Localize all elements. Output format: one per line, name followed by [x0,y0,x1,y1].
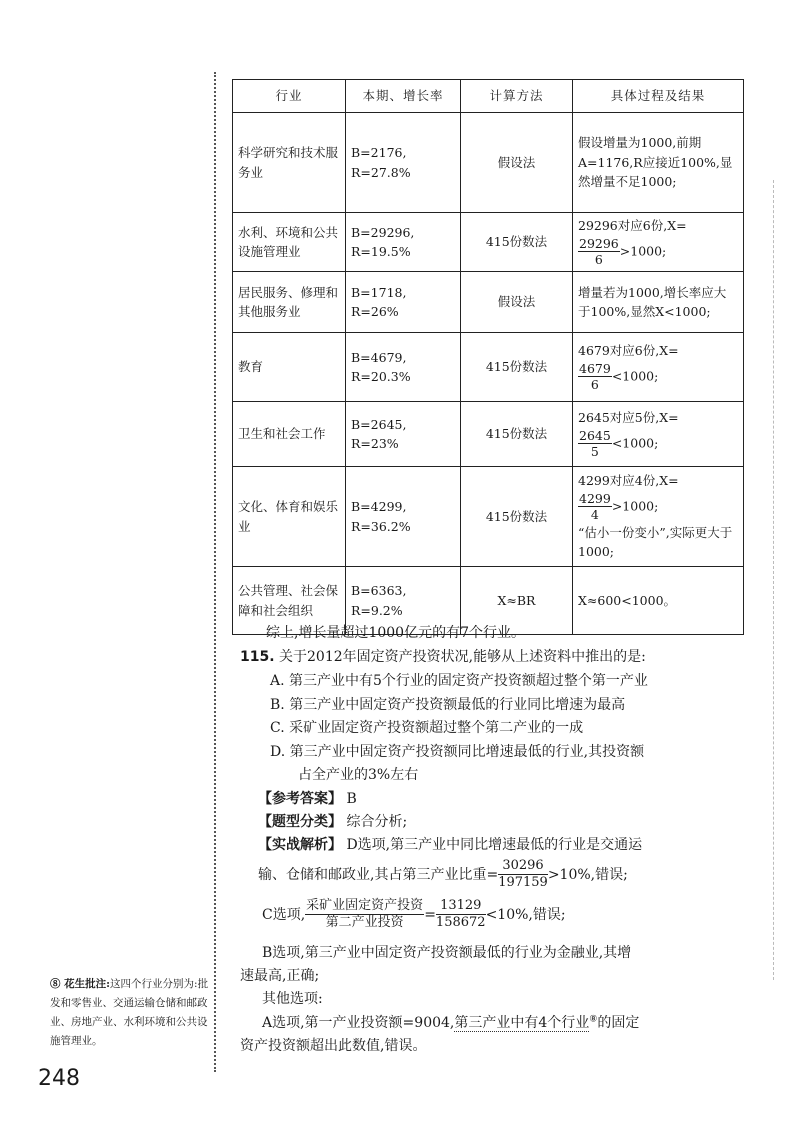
answer-label: 【参考答案】 [258,791,342,807]
c-head: C选项, [262,906,306,923]
note-text: 这四个行业分别为:批发和零售业、交通运输仓储和邮政业、房地产业、水利环境和公共设施管理业。 [50,978,209,1047]
table-row [233,333,744,402]
c-numerator: 13129 [436,898,486,915]
a-tail: 的固定 [597,1015,640,1031]
c-result: <10%,错误; [485,906,566,923]
analysis-line1 [258,834,642,854]
margin-note [50,975,210,1051]
fraction-numerator: 4299 [579,490,611,506]
industry-cell: 公共管理、社会保障和社会组织 [233,567,346,635]
d-numerator: 30296 [498,858,548,875]
analysis-others: 其他选项: [262,991,323,1007]
c-fraction-number [436,898,486,932]
method-cell: 415份数法 [461,402,573,467]
note-title: ⑧ 花生批注: [50,978,111,990]
analysis-line2 [258,858,628,892]
table-row [233,467,744,567]
industry-table [232,79,744,635]
left-dotted-rule [214,72,222,1072]
fraction-denominator: 6 [594,252,603,268]
industry-cell: 居民服务、修理和其他服务业 [233,272,346,333]
base-rate-cell [346,333,461,402]
detail-cell: 假设增量为1000,前期A=1176,R应接近100%,显然增量不足1000; [573,113,744,213]
base-rate-cell [346,402,461,467]
industry-cell: 卫生和社会工作 [233,402,346,467]
option-b: B. 第三产业中固定资产投资额最低的行业同比增速为最高 [270,697,626,713]
type-value: 综合分析; [346,814,408,830]
fraction-numerator: 29296 [579,235,619,251]
answer-line [258,788,357,808]
table-row [233,113,744,213]
detail-result: >1000; [619,243,667,259]
method-cell: 假设法 [461,272,573,333]
analysis-d-text: D选项,第三产业中同比增速最低的行业是交通运 [346,837,643,853]
header-base-rate: 本期、增长率 [346,80,461,113]
method-cell: X≈BR [461,567,573,635]
detail-text: 2645对应5份,X= [578,410,679,426]
d-fraction [498,858,548,892]
fraction [578,236,620,268]
type-label: 【题型分类】 [258,814,342,830]
detail-result: <1000; [611,435,659,451]
fraction-numerator: 2645 [579,427,611,443]
fraction [578,361,612,393]
detail-note: “估小一份变小”,实际更大于1000; [578,524,733,560]
method-cell: 假设法 [461,113,573,213]
question-115 [240,646,646,666]
growth-rate: R=27.8% [351,164,411,180]
detail-cell [573,402,744,467]
question-number: 115. [240,649,275,665]
industry-cell: 教育 [233,333,346,402]
page-number: 248 [38,1066,80,1091]
option-d-line2: 占全产业的3%左右 [298,767,419,783]
header-method: 计算方法 [461,80,573,113]
method-cell: 415份数法 [461,333,573,402]
fraction [578,428,612,460]
base-rate-cell [346,272,461,333]
c-equals: = [424,906,436,923]
fraction [578,491,612,523]
fraction-numerator: 4679 [579,360,611,376]
fraction-denominator: 5 [590,444,599,460]
analysis-b-line2: 速最高,正确; [240,968,320,984]
base-rate-cell [346,467,461,567]
detail-cell: 增量若为1000,增长率应大于100%,显然X<1000; [573,272,744,333]
detail-cell [573,333,744,402]
fraction-denominator: 4 [590,507,599,523]
fraction-denominator: 6 [590,377,599,393]
footnote-marker: ⑧ [589,1014,598,1025]
d-denominator: 197159 [498,875,548,891]
base-rate-cell [346,213,461,272]
detail-cell: X≈600<1000。 [573,567,744,635]
option-c: C. 采矿业固定资产投资额超过整个第二产业的一成 [270,720,584,736]
analysis-a-line1 [262,1012,639,1032]
type-line [258,811,407,831]
industry-cell: 文化、体育和娱乐业 [233,467,346,567]
table-header-row [233,80,744,113]
summary-line: 综上,增长量超过1000亿元的有7个行业。 [266,625,525,641]
base-value: B=4679, [351,349,407,365]
base-value: B=4299, [351,499,407,515]
detail-text: 4679对应6份,X= [578,343,679,359]
analysis-b-line1: B选项,第三产业中固定资产投资额最低的行业为金融业,其增 [262,945,632,961]
growth-rate: R=23% [351,436,399,451]
growth-rate: R=36.2% [351,518,411,534]
analysis-c-line [262,898,566,932]
c-numerator-text: 采矿业固定资产投资 [305,898,424,915]
option-d-line1: D. 第三产业中固定资产投资额同比增速最低的行业,其投资额 [270,744,645,760]
method-cell: 415份数法 [461,213,573,272]
table-row [233,402,744,467]
detail-cell [573,213,744,272]
option-a: A. 第三产业中有5个行业的固定资产投资额超过整个第一产业 [270,673,648,689]
question-stem: 关于2012年固定资产投资状况,能够从上述资料中推出的是: [279,649,646,665]
detail-cell [573,467,744,567]
base-value: B=2645, [351,416,407,432]
growth-rate: R=19.5% [351,244,411,259]
answer-value: B [346,791,357,807]
growth-rate: R=20.3% [351,369,411,384]
growth-rate: R=26% [351,304,399,319]
industry-cell: 科学研究和技术服务业 [233,113,346,213]
c-denominator: 158672 [435,915,486,931]
detail-result: <1000; [611,368,659,384]
base-value: B=6363, [351,583,407,599]
base-value: B=2176, [351,145,407,161]
industry-cell: 水利、环境和公共设施管理业 [233,213,346,272]
detail-result: >1000; [611,498,659,514]
header-industry: 行业 [233,80,346,113]
right-dashed-rule [773,180,774,980]
growth-rate: R=9.2% [351,602,403,618]
header-detail: 具体过程及结果 [573,80,744,113]
table-row [233,272,744,333]
d-result: >10%,错误; [547,866,628,883]
base-value: B=29296, [351,224,415,240]
analysis-a-line2: 资产投资额超出此数值,错误。 [240,1038,427,1054]
c-fraction-text [305,898,424,932]
table-row [233,213,744,272]
analysis-d-text2: 输、仓储和邮政业,其占第三产业比重= [258,866,499,883]
base-value: B=1718, [351,284,407,300]
method-cell: 415份数法 [461,467,573,567]
detail-text: 29296对应6份,X= [578,218,687,234]
base-rate-cell [346,113,461,213]
a-highlight: 第三产业中有4个行业 [454,1015,590,1031]
analysis-label: 【实战解析】 [258,837,342,853]
c-denominator-text: 第二产业投资 [325,915,404,931]
detail-text: 4299对应4份,X= [578,473,679,489]
a-head: A选项,第一产业投资额=9004, [262,1015,455,1031]
